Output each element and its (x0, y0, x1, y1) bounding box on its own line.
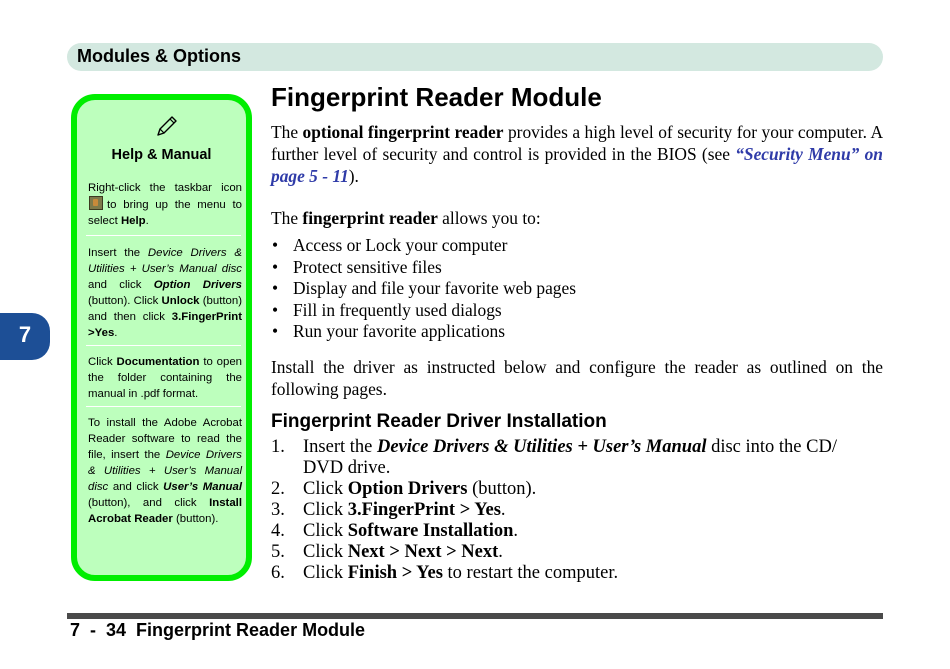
sidebar-para-acrobat: To install the Adobe Acrobat Reader software to read the file, insert the Device Drivers & Utilities + User’s Manual disc and click User’s Manual (button), and click Install Acrobat Reader (button). (88, 417, 243, 525)
step-item: 3. Click 3.FingerPrint > Yes. (271, 500, 506, 520)
security-menu-link[interactable]: “Security Menu” on page 5 - 11 (271, 144, 883, 186)
step-item: 5. Click Next > Next > Next. (271, 542, 503, 562)
sidebar-para-taskbar: Right-click the taskbar icon to bring up the menu to select Help. (88, 182, 242, 227)
installation-steps (271, 437, 883, 584)
section-title: Modules & Options (77, 46, 241, 66)
step-item: 6. Click Finish > Yes to restart the computer. (271, 563, 619, 583)
list-item: • Access or Lock your computer (271, 235, 576, 257)
step-item: 1. Insert the Device Drivers & Utilities + User’s Manual disc into the CD/ DVD drive. (271, 437, 837, 478)
list-item: • Fill in frequently used dialogs (271, 300, 576, 322)
header-bar (67, 43, 883, 71)
feature-list (271, 235, 576, 343)
divider (86, 345, 241, 346)
sidebar-title: Help & Manual (111, 147, 212, 163)
list-item: • Display and file your favorite web pages (271, 278, 576, 300)
divider (86, 235, 241, 236)
taskbar-app-icon (89, 196, 103, 210)
sidebar-para-insert: Insert the Device Drivers & Utilities + User’s Manual disc and click Option Drivers (button). Click Unlock (button) and then click 3.FingerPrint >Yes. (88, 247, 242, 339)
footer-rule (67, 613, 883, 619)
step-item: 2. Click Option Drivers (button). (271, 479, 537, 499)
install-note: Install the driver as instructed below and configure the reader as outlined on the following pages. (271, 357, 883, 399)
help-sidebar (71, 94, 252, 581)
step-item: 4. Click Software Installation. (271, 521, 518, 541)
list-item: • Protect sensitive files (271, 257, 576, 279)
section-heading: Fingerprint Reader Driver Installation (271, 411, 607, 432)
intro-paragraph: The optional fingerprint reader provides a high level of security for your computer. A further level of security and control is provided in the BIOS (see “Security Menu” on page 5 - 11). (271, 122, 884, 186)
page-footer (70, 620, 365, 641)
page-title: Fingerprint Reader Module (271, 82, 602, 112)
footer-title: Fingerprint Reader Module (136, 620, 366, 640)
allows-paragraph: The fingerprint reader allows you to: (271, 208, 541, 228)
page-number: 7 - 34 (70, 620, 127, 640)
chapter-number: 7 (18, 322, 32, 347)
chapter-tab (0, 313, 50, 360)
divider (86, 406, 241, 407)
sidebar-para-documentation: Click Documentation to open the folder containing the manual in .pdf format. (88, 356, 242, 400)
pencil-icon (153, 114, 179, 140)
list-item: • Run your favorite applications (271, 321, 576, 343)
